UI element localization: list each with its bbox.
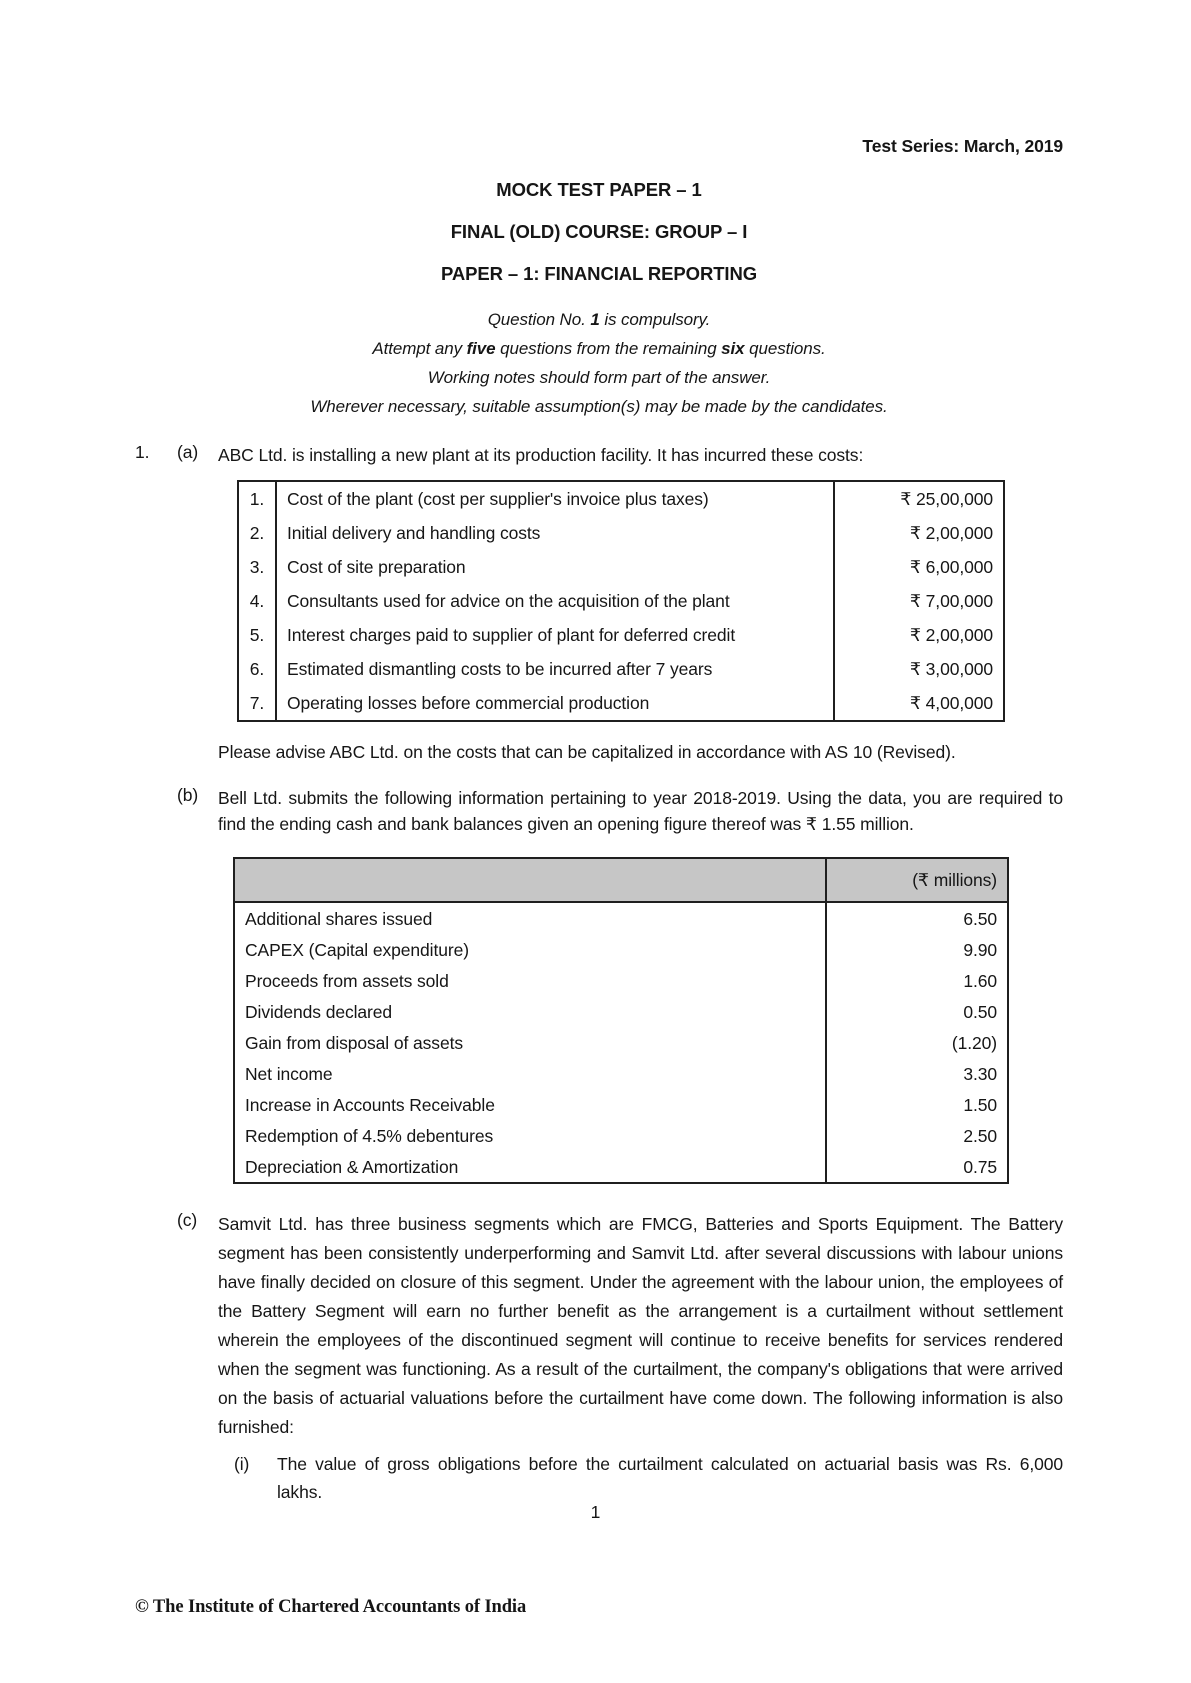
row-number-cell: 3. xyxy=(238,550,276,584)
instruction-line-1: Question No. 1 is compulsory. xyxy=(487,310,711,329)
part-a-intro: ABC Ltd. is installing a new plant at its production facility. It has incurred these costs: xyxy=(218,445,864,465)
table-row xyxy=(234,1058,1008,1089)
question-1 xyxy=(135,442,1063,1506)
question-number-spacer xyxy=(135,1210,177,1506)
label-cell: CAPEX (Capital expenditure) xyxy=(245,939,469,960)
amount-cell: ₹ 6,00,000 xyxy=(834,550,1004,584)
label-cell: Additional shares issued xyxy=(245,908,433,929)
table-row xyxy=(238,652,1004,686)
millions-header-label: (₹ millions) xyxy=(826,858,1008,902)
part-a-body xyxy=(218,442,1063,765)
label-cell: Dividends declared xyxy=(245,1001,393,1022)
part-b-label: (b) xyxy=(177,785,199,805)
value-cell: 0.50 xyxy=(826,996,1008,1027)
course-title: FINAL (OLD) COURSE: GROUP – I xyxy=(450,221,748,242)
part-a-outro: Please advise ABC Ltd. on the costs that can be capitalized in accordance with AS 10 (Revised). xyxy=(218,742,956,762)
question-number: 1. xyxy=(135,442,150,462)
table-row xyxy=(234,996,1008,1027)
part-c-body xyxy=(218,1210,1063,1506)
question-1-part-b xyxy=(135,785,1063,1190)
question-1-part-a xyxy=(135,442,1063,765)
millions-table xyxy=(233,857,1009,1184)
description-cell: Interest charges paid to supplier of plant for deferred credit xyxy=(287,625,736,645)
table-row xyxy=(238,516,1004,550)
description-cell: Operating losses before commercial production xyxy=(287,693,650,713)
costs-table xyxy=(237,480,1005,722)
question-1-part-c xyxy=(135,1210,1063,1506)
value-cell: 1.60 xyxy=(826,965,1008,996)
paper-title: PAPER – 1: FINANCIAL REPORTING xyxy=(441,263,757,284)
part-a-label: (a) xyxy=(177,442,199,462)
table-row xyxy=(234,1151,1008,1183)
millions-header-empty xyxy=(234,858,826,902)
value-cell: 2.50 xyxy=(826,1120,1008,1151)
instruction-line-4: Wherever necessary, suitable assumption(s) may be made by the candidates. xyxy=(310,397,888,416)
part-b-text: Bell Ltd. submits the following information pertaining to year 2018-2019. Using the data, you are required to find the ending cash and bank balances given an opening figure thereof was ₹ 1.55 million. xyxy=(218,788,1063,834)
table-row xyxy=(234,1120,1008,1151)
amount-cell: ₹ 4,00,000 xyxy=(834,686,1004,721)
table-row xyxy=(234,1089,1008,1120)
table-row xyxy=(234,934,1008,965)
value-cell: 9.90 xyxy=(826,934,1008,965)
row-number-cell: 6. xyxy=(238,652,276,686)
row-number-cell: 4. xyxy=(238,584,276,618)
row-number-cell: 7. xyxy=(238,686,276,721)
amount-cell: ₹ 3,00,000 xyxy=(834,652,1004,686)
value-cell: 0.75 xyxy=(826,1151,1008,1183)
part-c-label: (c) xyxy=(177,1210,198,1230)
label-cell: Gain from disposal of assets xyxy=(245,1032,463,1053)
amount-cell: ₹ 25,00,000 xyxy=(834,481,1004,516)
page-number: 1 xyxy=(590,1502,601,1522)
label-cell: Redemption of 4.5% debentures xyxy=(245,1125,494,1146)
test-series-header: Test Series: March, 2019 xyxy=(862,136,1063,156)
description-cell: Consultants used for advice on the acquisition of the plant xyxy=(287,591,730,611)
description-cell: Cost of site preparation xyxy=(287,557,466,577)
row-number-cell: 1. xyxy=(238,481,276,516)
amount-cell: ₹ 2,00,000 xyxy=(834,516,1004,550)
table-row xyxy=(234,902,1008,934)
table-row xyxy=(234,1027,1008,1058)
instructions-block xyxy=(135,305,1063,421)
part-c-item-i xyxy=(234,1450,1063,1506)
amount-cell: ₹ 7,00,000 xyxy=(834,584,1004,618)
sub-item-label: (i) xyxy=(234,1454,250,1474)
table-row xyxy=(238,686,1004,721)
part-c-text: Samvit Ltd. has three business segments which are FMCG, Batteries and Sports Equipment. The Battery segment has been consistently underperforming and Samvit Ltd. after several discussions with labour unions have finally decided on closure of this segment. Under the agreement with the labour union, the employees of the Battery Segment will earn no further benefit as the arrangement is a curtailment without settlement wherein the employees of the discontinued segment will continue to receive benefits for services rendered when the segment was functioning. As a result of the curtailment, the company's obligations that were arrived on the basis of actuarial valuations before the curtailment have come down. The following information is also furnished: xyxy=(218,1214,1063,1437)
table-row xyxy=(238,550,1004,584)
sub-item-text: The value of gross obligations before the curtailment calculated on actuarial basis was Rs. 6,000 lakhs. xyxy=(277,1454,1063,1502)
description-cell: Initial delivery and handling costs xyxy=(287,523,541,543)
copyright-footer: © The Institute of Chartered Accountants of India xyxy=(135,1597,527,1617)
row-number-cell: 2. xyxy=(238,516,276,550)
table-row xyxy=(238,584,1004,618)
label-cell: Depreciation & Amortization xyxy=(245,1156,459,1177)
amount-cell: ₹ 2,00,000 xyxy=(834,618,1004,652)
millions-header-row xyxy=(234,858,1008,902)
part-b-body xyxy=(218,785,1063,1190)
table-row xyxy=(238,618,1004,652)
question-number-spacer xyxy=(135,785,177,1190)
instruction-line-2: Attempt any five questions from the remaining six questions. xyxy=(372,339,826,358)
value-cell: (1.20) xyxy=(826,1027,1008,1058)
mock-test-paper-title: MOCK TEST PAPER – 1 xyxy=(496,179,702,200)
row-number-cell: 5. xyxy=(238,618,276,652)
value-cell: 1.50 xyxy=(826,1089,1008,1120)
description-cell: Estimated dismantling costs to be incurred after 7 years xyxy=(287,659,713,679)
label-cell: Proceeds from assets sold xyxy=(245,970,449,991)
value-cell: 6.50 xyxy=(826,902,1008,934)
label-cell: Increase in Accounts Receivable xyxy=(245,1094,495,1115)
label-cell: Net income xyxy=(245,1063,333,1084)
table-row xyxy=(238,481,1004,516)
description-cell: Cost of the plant (cost per supplier's invoice plus taxes) xyxy=(287,489,709,509)
table-row xyxy=(234,965,1008,996)
instruction-line-3: Working notes should form part of the answer. xyxy=(427,368,771,387)
value-cell: 3.30 xyxy=(826,1058,1008,1089)
